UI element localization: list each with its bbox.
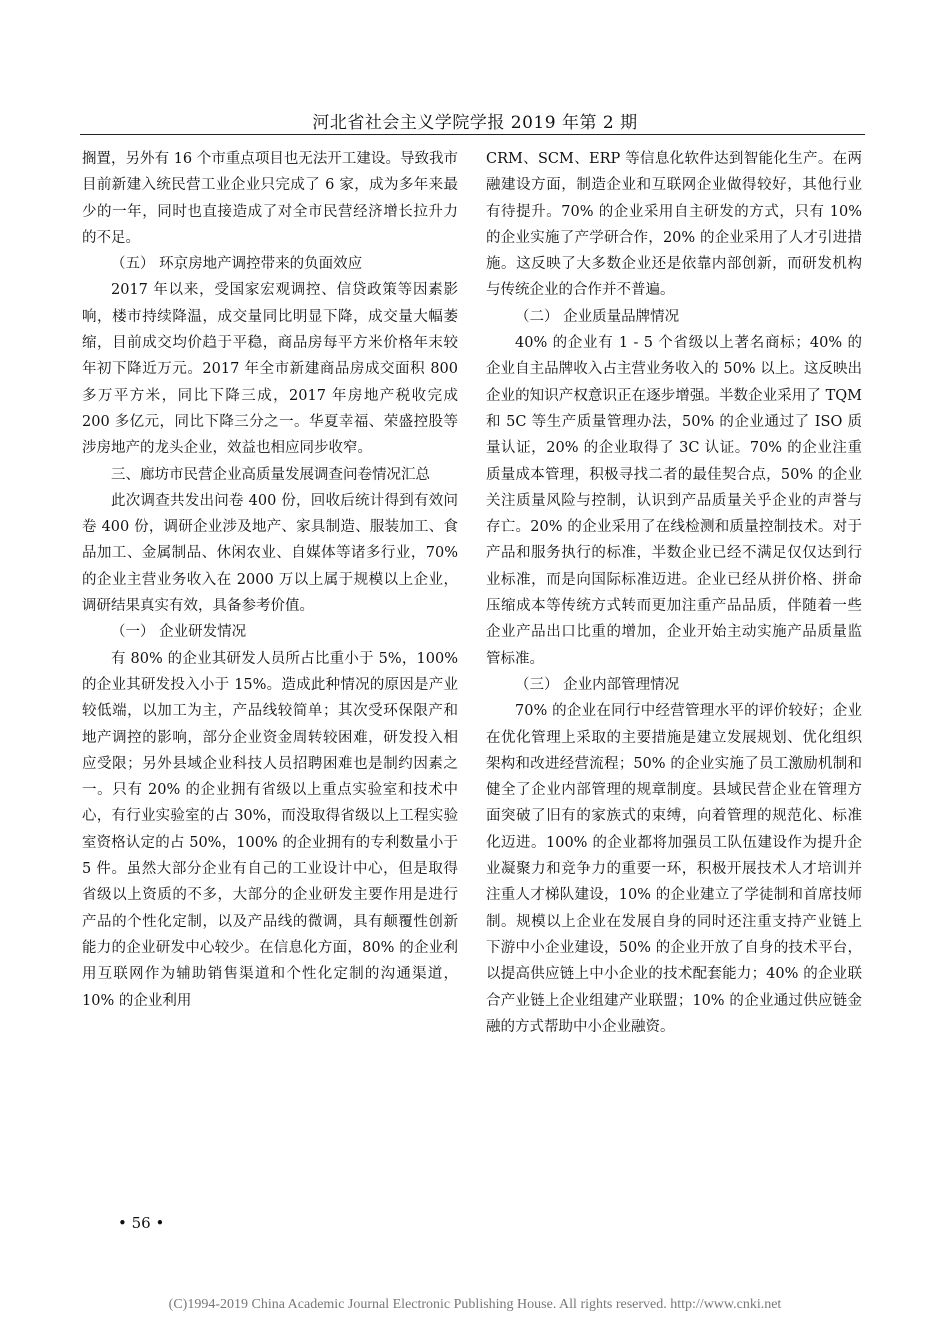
section-heading: （二） 企业质量品牌情况 <box>515 308 680 325</box>
section-heading: （一） 企业研发情况 <box>111 624 247 641</box>
right-column <box>486 146 862 1040</box>
section-heading: （三） 企业内部管理情况 <box>515 676 680 693</box>
paragraph: 搁置，另外有 16 个市重点项目也无法开工建设。导致我市目前新建入统民营工业企业只完成了 6 家，成为多年来最少的一年，同时也直接造成了对全市民营经济增长拉升力的不足。 <box>82 151 458 246</box>
section-heading: 三、廊坊市民营企业高质量发展调查问卷情况汇总 <box>111 466 430 483</box>
paragraph: 40% 的企业有 1 - 5 个省级以上著名商标；40% 的企业自主品牌收入占主营业务收入的 50% 以上。这反映出企业的知识产权意识正在逐步增强。半数企业采用了 TQM 和 5C 等生产质量管理办法，50% 的企业通过了 ISO 质量认证，20% 的企业取得了 3C 认证。70% 的企业注重质量成本管理，积极寻找二者的最佳契合点，50% 的企业关注质量风险与控制，认识到产品质量关乎企业的声誉与存亡。20% 的企业采用了在线检测和质量控制技术。对于产品和服务执行的标准，半数企业已经不满足仅仅达到行业标准，而是向国际标准迈进。企业已经从拼价格、拼命压缩成本等传统方式转而更加注重产品品质，伴随着一些企业产品出口比重的增加，企业开始主动实施产品质量监管标准。 <box>486 335 862 667</box>
paragraph: 此次调查共发出问卷 400 份，回收后统计得到有效问卷 400 份，调研企业涉及地产、家具制造、服装加工、食品加工、金属制品、休闲农业、自媒体等诸多行业，70% 的企业主营业务收入在 2000 万以上属于规模以上企业，调研结果真实有效，具备参考价值。 <box>82 492 458 615</box>
paragraph: CRM、SCM、ERP 等信息化软件达到智能化生产。在两融建设方面，制造企业和互联网企业做得较好，其他行业有待提升。70% 的企业采用自主研发的方式，只有 10% 的企业实施了产学研合作，20% 的企业采用了人才引进措施。这反映了大多数企业还是依靠内部创新，而研发机构与传统企业的合作并不普遍。 <box>486 151 862 299</box>
section-heading: （五） 环京房地产调控带来的负面效应 <box>111 256 363 273</box>
page-number: • 56 • <box>118 1214 165 1232</box>
paragraph: 有 80% 的企业其研发人员所占比重小于 5%，100% 的企业其研发投入小于 15%。造成此种情况的原因是产业较低端，以加工为主，产品线较简单；其次受环保限产和地产调控的影响，部分企业资金周转较困难，研发投入相应受限；另外县域企业科技人员招聘困难也是制约因素之一。只有 20% 的企业拥有省级以上重点实验室和技术中心，有行业实验室的占 30%，而没取得省级以上工程实验室资格认定的占 50%，100% 的企业拥有的专利数量小于 5 件。虽然大部分企业有自己的工业设计中心，但是取得省级以上资质的不多，大部分的企业研发主要作用是进行产品的个性化定制，以及产品线的微调，具有颠覆性创新能力的企业研发中心较少。在信息化方面，80% 的企业利用互联网作为辅助销售渠道和个性化定制的沟通渠道，10% 的企业利用 <box>82 650 458 1009</box>
copyright-footer: (C)1994-2019 China Academic Journal Electronic Publishing House. All rights reserved. http://www.cnki.net <box>168 1297 782 1312</box>
journal-header: 河北省社会主义学院学报 2019 年第 2 期 <box>312 113 638 133</box>
left-column <box>82 146 458 1014</box>
paragraph: 2017 年以来，受国家宏观调控、信贷政策等因素影响，楼市持续降温，成交量同比明显下降，成交量大幅萎缩，目前成交均价趋于平稳，商品房每平方米价格年末较年初下降近万元。2017 年全市新建商品房成交面积 800 多万平方米，同比下降三成，2017 年房地产税收完成 200 多亿元，同比下降三分之一。华夏幸福、荣盛控股等涉房地产的龙头企业，效益也相应同步收窄。 <box>82 282 458 457</box>
paragraph: 70% 的企业在同行中经营管理水平的评价较好；企业在优化管理上采取的主要措施是建立发展规划、优化组织架构和改进经营流程；50% 的企业实施了员工激励机制和健全了企业内部管理的规章制度。县域民营企业在管理方面突破了旧有的家族式的束缚，向着管理的规范化、标准化迈进。100% 的企业都将加强员工队伍建设作为提升企业凝聚力和竞争力的重要一环，积极开展技术人才培训并注重人才梯队建设，10% 的企业建立了学徒制和首席技师制。规模以上企业在发展自身的同时还注重支持产业链上下游中小企业建设，50% 的企业开放了自身的技术平台，以提高供应链上中小企业的技术配套能力；40% 的企业联合产业链上企业组建产业联盟；10% 的企业通过供应链金融的方式帮助中小企业融资。 <box>486 703 862 1035</box>
header-rule <box>80 134 865 135</box>
